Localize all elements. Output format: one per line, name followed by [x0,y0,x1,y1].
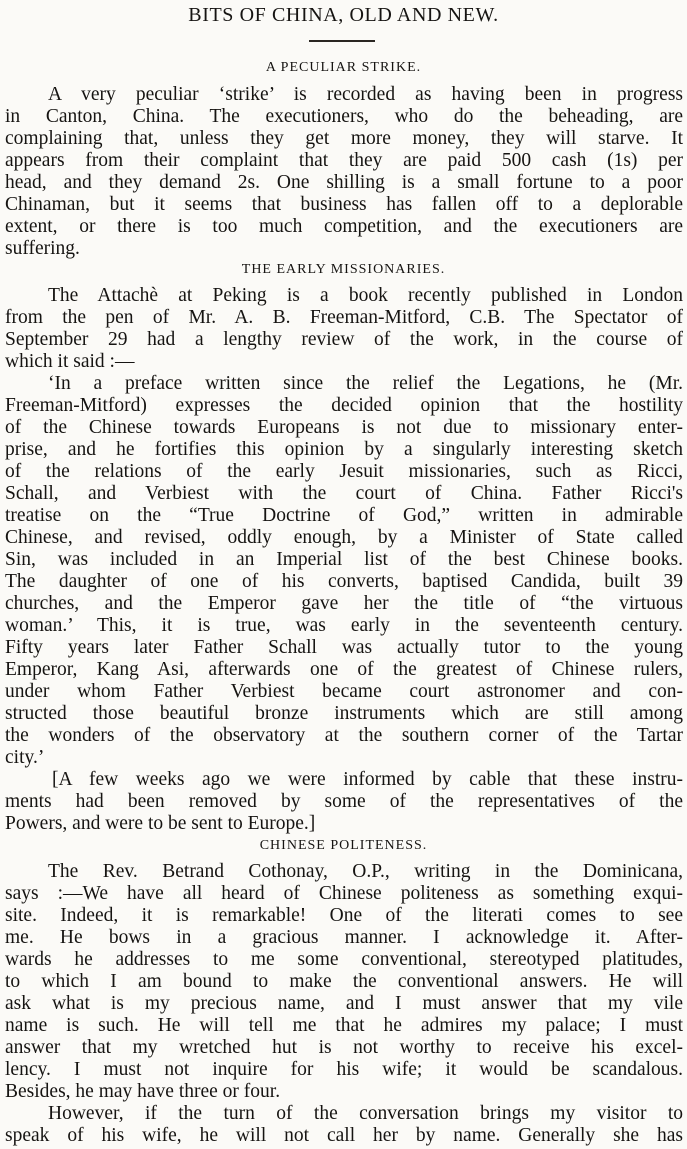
text-line: speak of his wife, he will not call her by name. Generally she has [5,1125,683,1146]
text-line: wards he addresses to me some conventional, stereotyped platitudes, [5,949,683,970]
text-line: The Rev. Betrand Cothonay, O.P., writing in the Dominicana, [48,861,683,882]
text-line: extent, or there is too much competition, and the executioners are [5,216,683,237]
text-line: A very peculiar ‘strike’ is recorded as having been in progress [48,84,683,105]
text-line: complaining that, unless they get more money, they will starve. It [5,128,683,149]
article-title: BITS OF CHINA, OLD AND NEW. [188,4,499,26]
section-heading-chinese-politeness: CHINESE POLITENESS. [259,838,428,853]
text-line: to which I am bound to make the conventional answers. He will [5,971,683,992]
text-line: Chinese, and revised, oddly enough, by a Minister of State called [5,527,683,548]
text-line: under whom Father Verbiest became court astronomer and con- [5,681,683,702]
text-line: answer that my wretched hut is not worthy to receive his excel- [5,1037,683,1058]
text-line: site. Indeed, it is remarkable! One of the literati comes to see [5,905,683,926]
text-line: from the pen of Mr. A. B. Freeman-Mitford, C.B. The Spectator of [5,307,683,328]
text-line: Schall, and Verbiest with the court of China. Father Ricci's [5,483,683,504]
text-line: Freeman-Mitford) expresses the decided opinion that the hostility [5,395,683,416]
text-line: Powers, and were to be sent to Europe.] [5,813,316,834]
text-line: which it said :— [5,351,135,372]
text-line: September 29 had a lengthy review of the work, in the course of [5,329,683,350]
text-line: head, and they demand 2s. One shilling is a small fortune to a poor [5,172,683,193]
text-line: ask what is my precious name, and I must answer that my vile [5,993,683,1014]
section-heading-early-missionaries: THE EARLY MISSIONARIES. [241,262,446,277]
text-line: suffering. [5,238,80,259]
text-line: structed those beautiful bronze instruments which are still among [5,703,683,724]
text-line: Chinaman, but it seems that business has fallen off to a deplorable [5,194,683,215]
text-line: woman.’ This, it is true, was early in the seventeenth century. [5,615,683,636]
text-line: prise, and he fortifies this opinion by a singularly interesting sketch [5,439,683,460]
text-line: appears from their complaint that they are paid 500 cash (1s) per [5,150,683,171]
text-line: [A few weeks ago we were informed by cable that these instru- [52,769,683,790]
text-line: churches, and the Emperor gave her the title of “the virtuous [5,593,683,614]
text-line: of the relations of the early Jesuit missionaries, such as Ricci, [5,461,683,482]
text-line: name is such. He will tell me that he admires my palace; I must [5,1015,683,1036]
section-heading-peculiar-strike: A PECULIAR STRIKE. [265,60,422,75]
text-line: treatise on the “True Doctrine of God,” written in admirable [5,505,683,526]
text-line: city.’ [5,747,45,768]
text-line: lency. I must not inquire for his wife; it would be scandalous. [5,1059,683,1080]
text-line: Emperor, Kang Asi, afterwards one of the greatest of Chinese rulers, [5,659,683,680]
text-line: of the Chinese towards Europeans is not due to missionary enter- [5,417,683,438]
text-line: in Canton, China. The executioners, who do the beheading, are [5,106,683,127]
text-line: The daughter of one of his converts, baptised Candida, built 39 [5,571,683,592]
text-line: the wonders of the observatory at the southern corner of the Tartar [5,725,683,746]
text-line: ‘In a preface written since the relief the Legations, he (Mr. [48,373,683,394]
text-line: ments had been removed by some of the representatives of the [5,791,683,812]
text-line: Fifty years later Father Schall was actually tutor to the young [5,637,683,658]
text-line: me. He bows in a gracious manner. I acknowledge it. After- [5,927,683,948]
text-line: says :—We have all heard of Chinese politeness as something exqui- [5,883,683,904]
title-rule [309,40,375,42]
text-line: Besides, he may have three or four. [5,1081,281,1102]
text-line: Sin, was included in an Imperial list of the best Chinese books. [5,549,683,570]
text-line: However, if the turn of the conversation brings my visitor to [48,1103,683,1124]
text-line: The Attachè at Peking is a book recently published in London [48,285,683,306]
